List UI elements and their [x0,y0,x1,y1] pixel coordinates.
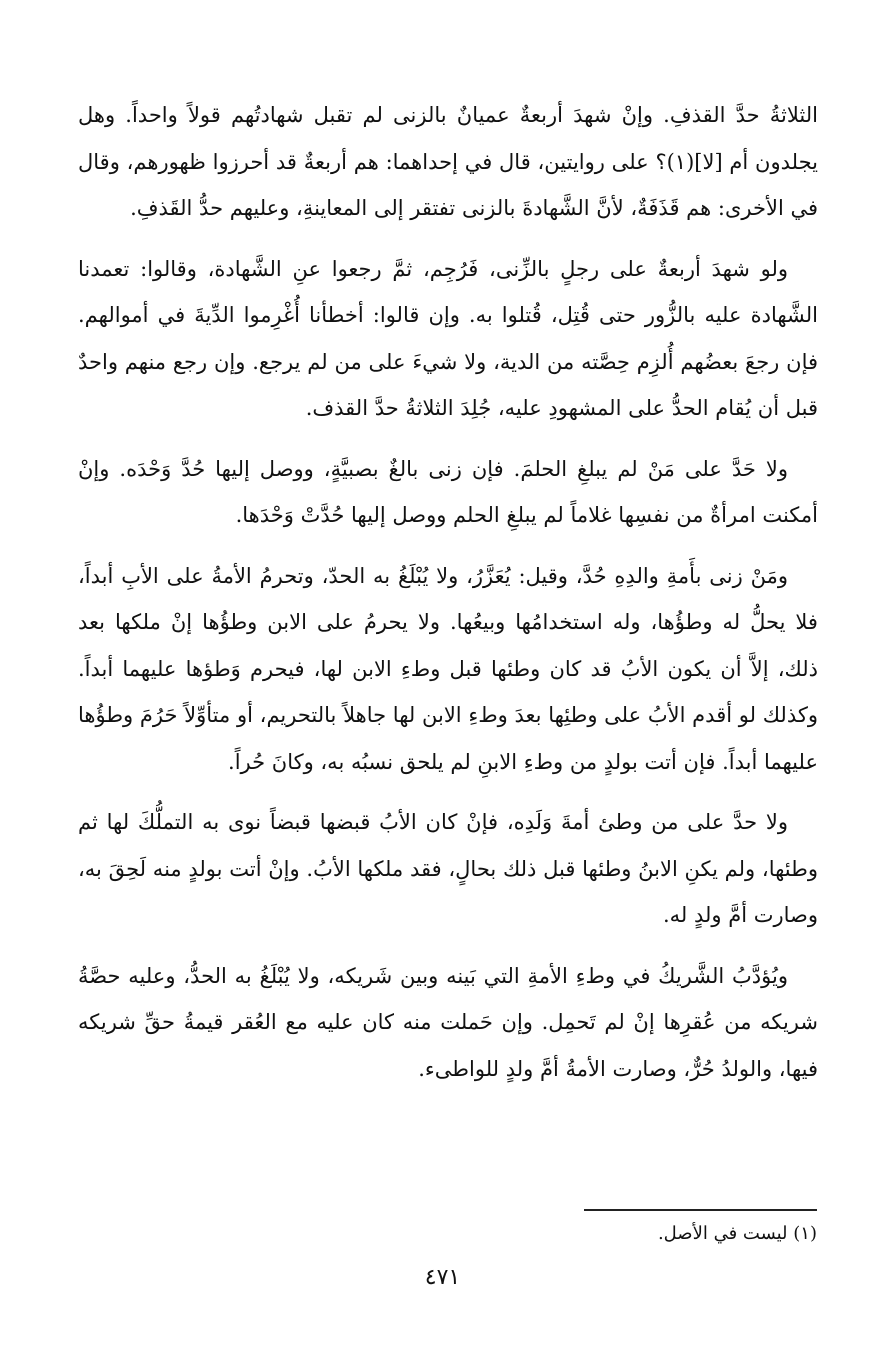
text-line: ومَنْ زنى بأَمةِ والدِهِ حُدَّ، وقيل: يُعَزَّرُ، ولا يُبْلَغُ به الحدّ، وتحرمُ الأمةُ على الأبِ [121,563,788,588]
text-line: لها ثم وطئها، ولم يكنِ الابنُ وطئها قبل ذلك بحالٍ، فقد ملكها الأبُ. وإنْ أتت [78,810,818,881]
text-line: ويُؤدَّبُ الشَّريكُ في وطءِ الأمةِ التي بَينه وبين شَريكه، ولا يُبْلَغُ به الحدُّ، [183,963,788,988]
text-line: وهل يجلدون أم [لا](١)؟ على روايتين، قال في إحداهما: هم أربعةٌ قد أحرزوا [78,103,818,174]
text-line: بولدٍ منه لَحِقَ به، وصارت أمَّ ولدٍ له. [78,856,818,927]
paragraph-4 [78,553,818,786]
text-line: يلحق نسبُه به، وكانَ حُراً. [228,749,444,774]
paragraph-2 [78,246,818,432]
paragraph-5 [78,799,818,939]
text-line: قيمةُ حقِّ شريكه فيها، والولدُ حُرٌّ، وصارت الأمةُ أمَّ ولدٍ للواطىء. [78,1010,818,1081]
text-line: أموالهم. فإن رجعَ بعضُهم أُلزِم حِصَّته من الدية، ولا شيءَ على من لم يرجع. وإن [78,303,819,374]
footnote: (١) ليست في الأصل. [657,1223,817,1244]
text-line: تعمدنا الشَّهادة عليه بالزُّور حتى قُتِل، قُتلوا به. وإن قالوا: أخطأنا أُغْرِموا الدِّيةَ في [78,256,818,327]
paragraph-gap [78,939,818,953]
page-body [78,92,818,1092]
text-line: ظهورهم، وقال في الأخرى: هم قَذَفَةٌ، لأنَّ الشَّهادةَ بالزنى تفتقر إلى المعاينةِ، [78,149,818,220]
text-line: عليهما أبداً. وكذلك لو أقدم الأبُ على وطئِها بعدَ وطءِ الابن لها جاهلاً [78,656,818,727]
paragraph-gap [78,785,818,799]
paragraph-gap [78,539,818,553]
paragraph-1 [78,92,818,232]
paragraph-3 [78,446,818,539]
text-line: ولا حَدَّ على مَنْ لم يبلغِ الحلمَ. فإن زنى بالغٌ بصبيَّةٍ، ووصل إليها حُدَّ وَحْدَه. [119,456,788,481]
text-line: رجع منهم واحدٌ قبل أن يُقام الحدُّ على المشهودِ عليه، جُلِدَ الثلاثةُ حدَّ القذف. [78,349,818,420]
text-line: الثلاثةُ حدَّ القذفِ. وإنْ شهدَ أربعةٌ عميانٌ بالزنى لم تقبل شهادتُهم قولاً واحداً. [125,103,818,127]
text-line: ولو شهدَ أربعةٌ على رجلٍ بالزِّنى، فَرُجِم، ثمَّ رجعوا عنِ الشَّهادة، وقالوا: [140,256,788,281]
text-line: ولا حدَّ على من وطئ أمةَ وَلَدِه، فإنْ كان الأبُ قبضها قبضاً نوى به التملُّكَ [137,810,788,834]
text-line: وإنْ أمكنت امرأةٌ من نفسِها غلاماً لم يبلغِ الحلم ووصل إليها حُدَّتْ وَحْدَها. [78,456,818,527]
text-line: بالتحريم، أو متأوِّلاً حَرُمَ وطؤُها عليهما أبداً. فإن أتت بولدٍ من وطءِ الابنِ لم [78,703,818,774]
text-line: وعليهم حدُّ القَذفِ. [130,196,290,220]
text-line: وعليه حصَّةُ شريكه من عُقرِها إنْ لم تَحمِل. وإن حَملت منه كان عليه مع العُقر [78,963,818,1034]
text-line: أبداً، فلا يحلُّ له وطؤُها، وله استخدامُها وبيعُها. ولا يحرمُ على الابن وطؤُها إنْ [78,563,818,634]
paragraph-gap [78,232,818,246]
paragraph-gap [78,432,818,446]
text-line: ملكها بعد ذلك، إلاَّ أن يكون الأبُ قد كان وطئها قبل وطءِ الابن لها، فيحرم وَطؤها [78,610,818,681]
paragraph-6 [78,953,818,1093]
footnote-separator [584,1209,817,1211]
page-number: ٤٧١ [424,1265,461,1290]
